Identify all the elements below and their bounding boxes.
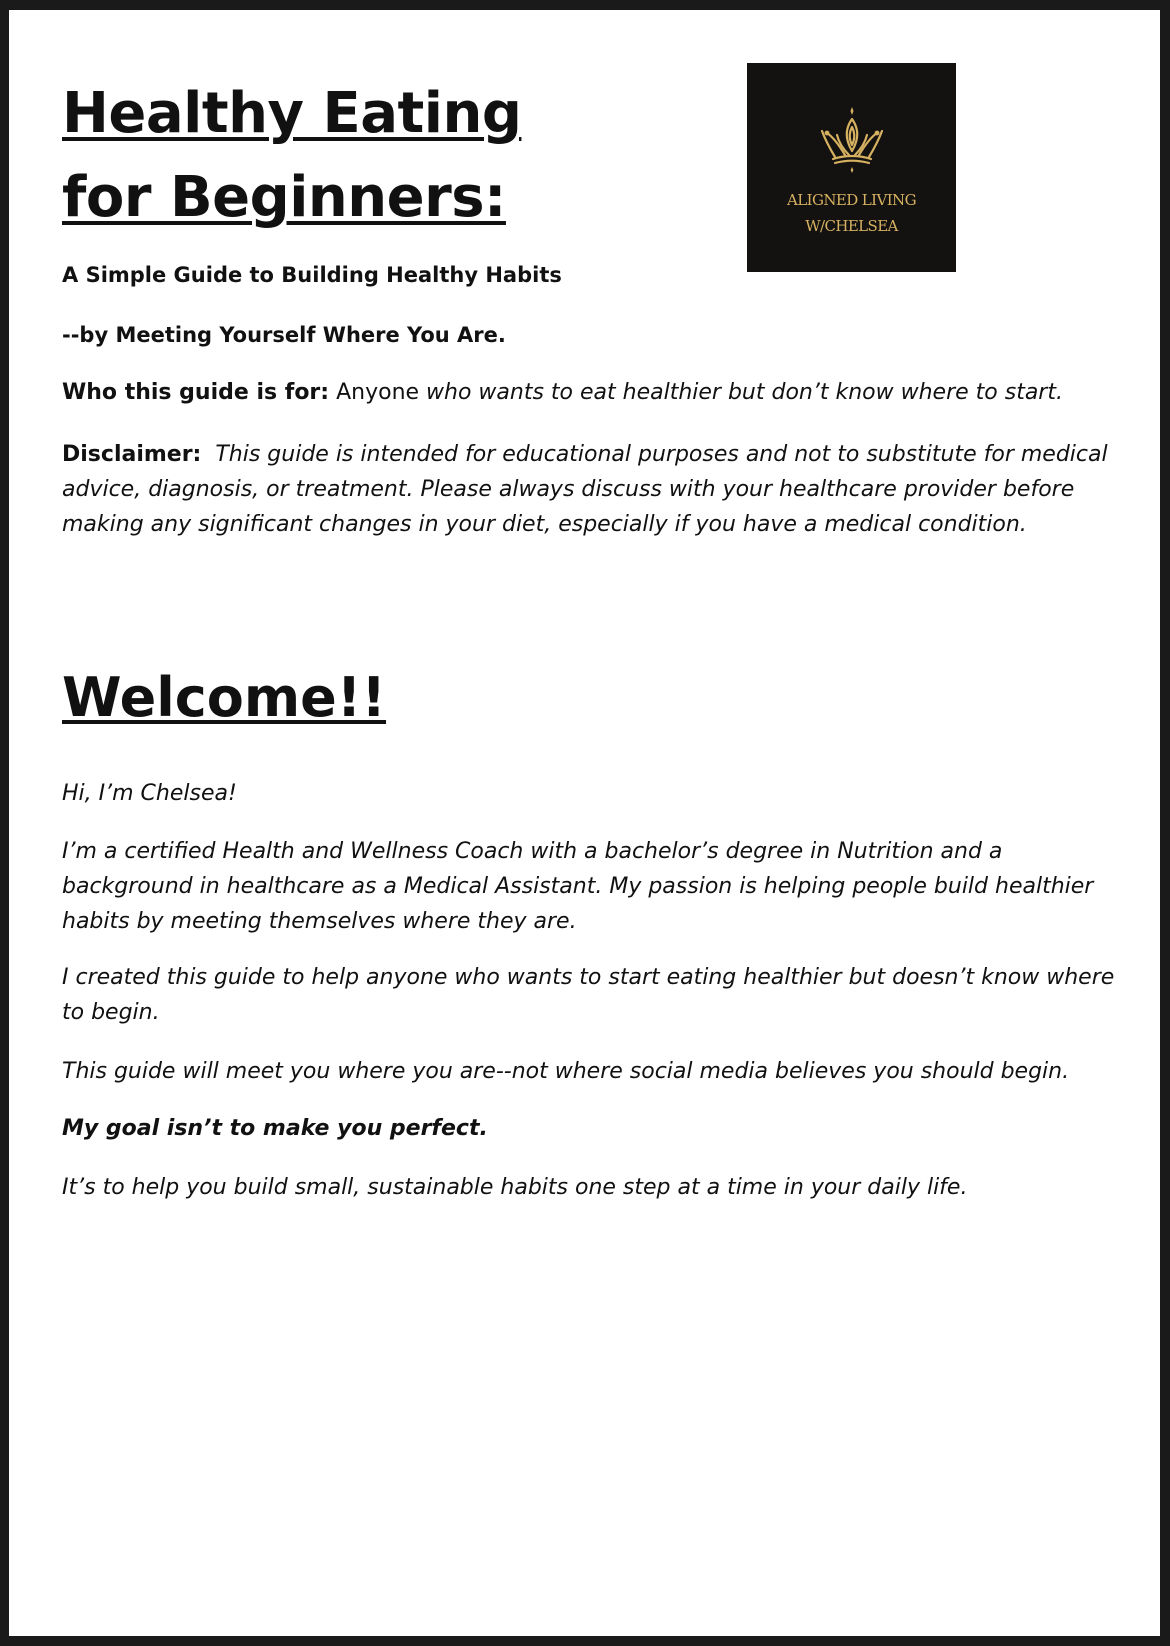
document-title bbox=[62, 72, 521, 240]
disclaimer bbox=[62, 437, 1122, 542]
paragraph-credentials: I’m a certified Health and Wellness Coach with a bachelor’s degree in Nutrition and a background in healthcare as a Medical Assistant. My passion is helping people build healthier habits by meeting themselves where they are. bbox=[62, 839, 1094, 934]
logo-line-1: ALIGNED LIVING bbox=[787, 191, 916, 209]
welcome-heading: Welcome!! bbox=[62, 666, 387, 729]
audience-label: Who this guide is for: bbox=[62, 380, 330, 405]
disclaimer-text: This guide is intended for educational purposes and not to substitute for medical advice, diagnosis, or treatment. Please always discuss with your healthcare provider before making any significant changes in your diet, especially if you have a medical condition. bbox=[62, 442, 1108, 537]
logo-text bbox=[747, 187, 956, 239]
crown-icon bbox=[819, 105, 885, 175]
audience-statement bbox=[62, 380, 1122, 405]
logo-line-2: W/CHELSEA bbox=[805, 217, 898, 235]
paragraph-greeting: Hi, I’m Chelsea! bbox=[62, 781, 237, 806]
title-line-1: Healthy Eating bbox=[62, 81, 522, 146]
paragraph-approach: This guide will meet you where you are--not where social media believes you should begin. bbox=[62, 1059, 1070, 1084]
audience-text-plain: Anyone bbox=[336, 380, 420, 405]
audience-text-italic: who wants to eat healthier but don’t know where to start. bbox=[419, 380, 1063, 405]
title-line-2: for Beginners: bbox=[62, 165, 506, 230]
brand-logo bbox=[747, 63, 956, 272]
document-byline: --by Meeting Yourself Where You Are. bbox=[62, 323, 506, 347]
disclaimer-label: Disclaimer: bbox=[62, 442, 202, 467]
document-page bbox=[9, 10, 1160, 1636]
paragraph-purpose: I created this guide to help anyone who wants to start eating healthier but doesn’t know where to begin. bbox=[62, 965, 1115, 1025]
document-subtitle: A Simple Guide to Building Healthy Habits bbox=[62, 263, 562, 287]
paragraph-habits: It’s to help you build small, sustainable habits one step at a time in your daily life. bbox=[62, 1175, 968, 1200]
paragraph-goal: My goal isn’t to make you perfect. bbox=[62, 1116, 488, 1141]
